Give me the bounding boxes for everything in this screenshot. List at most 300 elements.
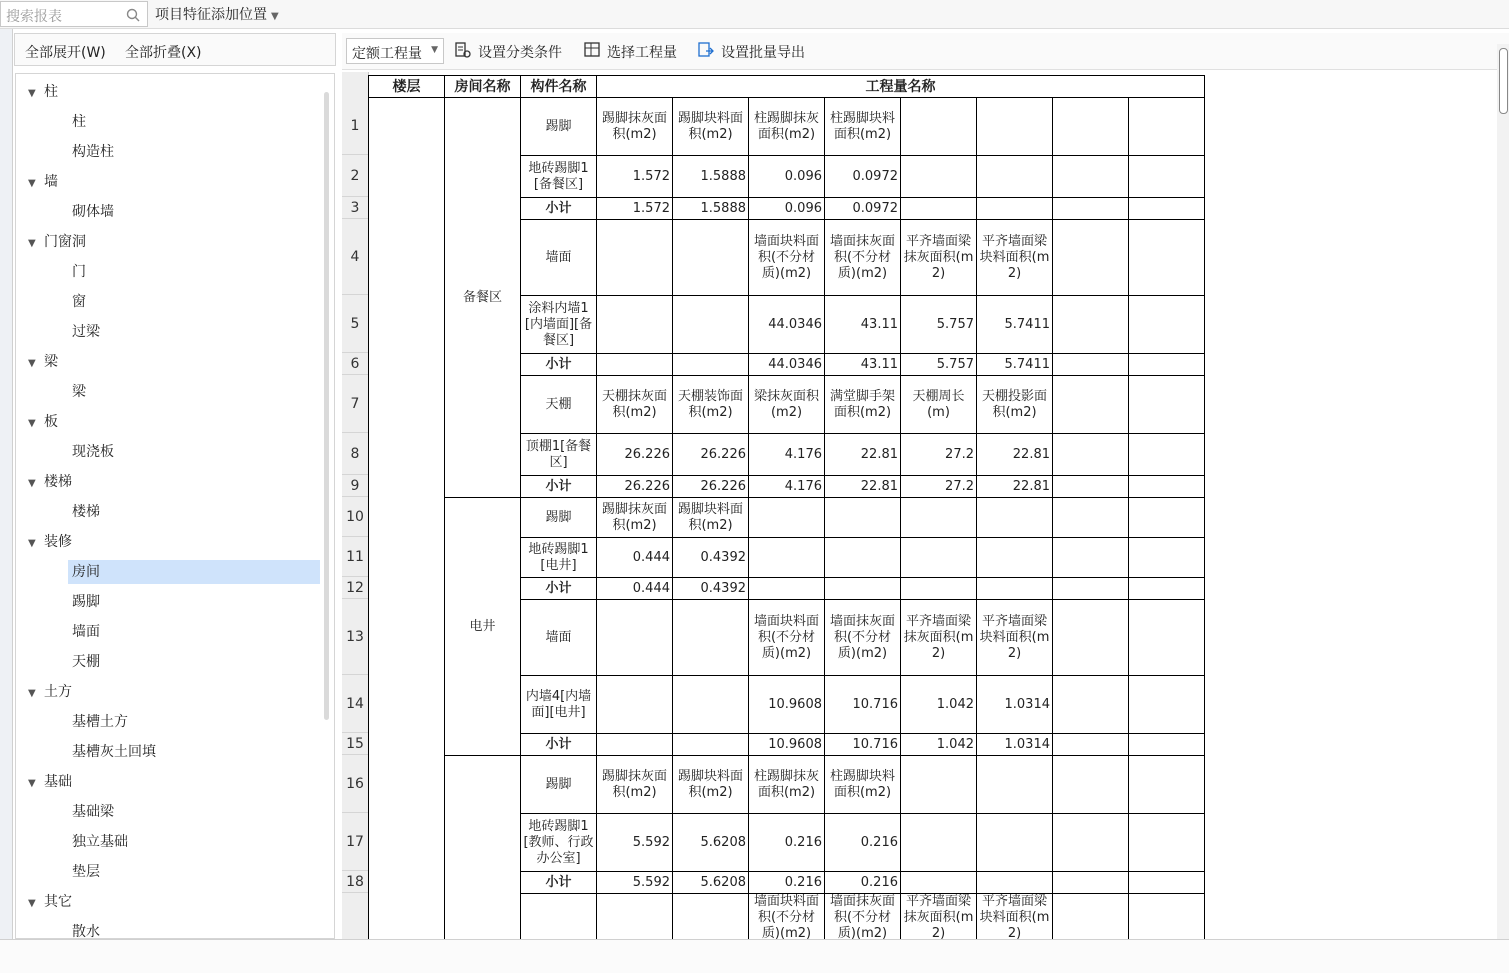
quantity-cell: 平齐墙面梁抹灰面积(m2) bbox=[901, 220, 977, 296]
quantity-cell: 0.4392 bbox=[673, 578, 749, 600]
tree-label: 柱 bbox=[72, 114, 86, 130]
quantity-cell: 墙面抹灰面积(不分材质)(m2) bbox=[825, 220, 901, 296]
quantity-cell: 5.757 bbox=[901, 354, 977, 376]
quantity-cell: 墙面块料面积(不分材质)(m2) bbox=[749, 894, 825, 940]
quantity-cell: 0.4392 bbox=[673, 538, 749, 578]
quantity-cell: 天棚投影面积(m2) bbox=[977, 376, 1053, 434]
row-number[interactable]: 17 bbox=[342, 813, 368, 871]
category-panel bbox=[14, 33, 336, 939]
tree-item[interactable] bbox=[68, 650, 308, 674]
category-tree bbox=[15, 73, 335, 939]
quantity-cell bbox=[1053, 220, 1129, 296]
tree-category[interactable] bbox=[28, 530, 308, 554]
set-classify-button[interactable] bbox=[454, 42, 562, 62]
tree-label: 门窗洞 bbox=[44, 234, 86, 250]
quantity-cell bbox=[977, 756, 1053, 814]
component-cell: 涂料内墙1[内墙面][备餐区] bbox=[521, 296, 597, 354]
quantity-cell bbox=[1053, 734, 1129, 756]
tree-label: 门 bbox=[72, 264, 86, 280]
quantity-cell bbox=[901, 198, 977, 220]
tree-item[interactable] bbox=[68, 500, 308, 524]
quantity-cell: 踢脚抹灰面积(m2) bbox=[597, 756, 673, 814]
tree-label: 其它 bbox=[44, 894, 72, 910]
tree-category[interactable] bbox=[28, 80, 308, 104]
quantity-cell bbox=[1129, 354, 1205, 376]
quantity-cell: 10.716 bbox=[825, 676, 901, 734]
quantity-cell bbox=[673, 894, 749, 940]
tree-label: 基础梁 bbox=[72, 804, 114, 820]
tree-label: 柱 bbox=[44, 84, 58, 100]
quantity-cell: 0.216 bbox=[825, 814, 901, 872]
quantity-cell: 27.2 bbox=[901, 434, 977, 476]
quantity-cell: 1.572 bbox=[597, 156, 673, 198]
quantity-cell bbox=[901, 872, 977, 894]
expand-arrow-icon[interactable]: ▼ bbox=[28, 538, 36, 549]
tree-category[interactable] bbox=[28, 680, 308, 704]
quantity-cell bbox=[1129, 198, 1205, 220]
quantity-cell: 柱踢脚抹灰面积(m2) bbox=[749, 756, 825, 814]
quantity-cell bbox=[977, 498, 1053, 538]
quantity-cell bbox=[1053, 434, 1129, 476]
quantity-cell bbox=[1129, 756, 1205, 814]
quantity-cell bbox=[1053, 894, 1129, 940]
chevron-down-icon: ▼ bbox=[431, 45, 438, 55]
quantity-cell: 43.11 bbox=[825, 354, 901, 376]
expand-all-button[interactable]: 全部展开(W) bbox=[25, 45, 106, 61]
quantity-cell bbox=[977, 198, 1053, 220]
quantity-cell bbox=[1129, 434, 1205, 476]
component-cell: 小计 bbox=[521, 354, 597, 376]
tree-item[interactable] bbox=[68, 110, 308, 134]
quantity-cell bbox=[1053, 676, 1129, 734]
quantity-cell bbox=[1129, 476, 1205, 498]
row-number[interactable]: 6 bbox=[342, 353, 368, 375]
table-row[interactable] bbox=[369, 498, 1205, 538]
quantity-cell: 天棚抹灰面积(m2) bbox=[597, 376, 673, 434]
quantity-cell bbox=[749, 578, 825, 600]
component-cell: 墙面 bbox=[521, 220, 597, 296]
expand-arrow-icon[interactable]: ▼ bbox=[28, 358, 36, 369]
col-header-room: 房间名称 bbox=[445, 76, 521, 98]
tree-item[interactable] bbox=[68, 200, 308, 224]
row-number[interactable]: 2 bbox=[342, 155, 368, 197]
quantity-cell bbox=[597, 894, 673, 940]
row-number[interactable]: 15 bbox=[342, 733, 368, 755]
quantity-cell bbox=[1129, 376, 1205, 434]
tree-label: 踢脚 bbox=[72, 594, 100, 610]
quantity-cell: 26.226 bbox=[673, 434, 749, 476]
tree-item[interactable] bbox=[68, 320, 308, 344]
component-cell: 小计 bbox=[521, 734, 597, 756]
component-cell: 小计 bbox=[521, 578, 597, 600]
feature-position-label: 项目特征添加位置 bbox=[155, 7, 267, 23]
quantity-cell bbox=[1053, 376, 1129, 434]
quantity-cell bbox=[1053, 872, 1129, 894]
table-row[interactable] bbox=[369, 756, 1205, 814]
set-classify-label: 设置分类条件 bbox=[478, 45, 562, 61]
col-header-floor: 楼层 bbox=[369, 76, 445, 98]
batch-export-label: 设置批量导出 bbox=[721, 45, 805, 61]
row-number[interactable]: 14 bbox=[342, 675, 368, 733]
quantity-cell bbox=[1129, 296, 1205, 354]
component-cell: 小计 bbox=[521, 872, 597, 894]
quantity-cell: 踢脚块料面积(m2) bbox=[673, 498, 749, 538]
quantity-cell: 满堂脚手架面积(m2) bbox=[825, 376, 901, 434]
tree-item[interactable] bbox=[68, 560, 320, 584]
quantity-cell bbox=[673, 220, 749, 296]
tree-label: 墙面 bbox=[72, 624, 100, 640]
col-header-component: 构件名称 bbox=[521, 76, 597, 98]
tree-label: 构造柱 bbox=[72, 144, 114, 160]
quantity-cell: 4.176 bbox=[749, 476, 825, 498]
quantity-cell: 27.2 bbox=[901, 476, 977, 498]
quantity-cell bbox=[1129, 98, 1205, 156]
quantity-cell bbox=[597, 676, 673, 734]
quantity-cell: 平齐墙面梁块料面积(m2) bbox=[977, 600, 1053, 676]
row-number[interactable]: 4 bbox=[342, 219, 368, 295]
table-row[interactable] bbox=[369, 98, 1205, 156]
quantity-cell bbox=[901, 498, 977, 538]
tree-label: 梁 bbox=[72, 384, 86, 400]
quantity-cell bbox=[673, 676, 749, 734]
quantity-cell: 天棚周长(m) bbox=[901, 376, 977, 434]
quantity-cell: 1.5888 bbox=[673, 198, 749, 220]
component-cell: 地砖踢脚1[教师、行政办公室] bbox=[521, 814, 597, 872]
quantity-cell: 5.6208 bbox=[673, 814, 749, 872]
tree-label: 基槽土方 bbox=[72, 714, 128, 730]
quantity-cell: 踢脚抹灰面积(m2) bbox=[597, 498, 673, 538]
quantity-cell: 梁抹灰面积(m2) bbox=[749, 376, 825, 434]
expand-bar bbox=[14, 33, 336, 66]
quantity-cell: 1.0314 bbox=[977, 676, 1053, 734]
quantity-cell: 5.757 bbox=[901, 296, 977, 354]
select-quantity-button[interactable] bbox=[583, 42, 677, 62]
tree-label: 楼梯 bbox=[72, 504, 100, 520]
quantity-cell: 0.444 bbox=[597, 578, 673, 600]
component-cell: 内墙4[内墙面][电井] bbox=[521, 676, 597, 734]
tree-label: 基槽灰土回填 bbox=[72, 744, 156, 760]
row-number[interactable]: 18 bbox=[342, 871, 368, 893]
quantity-cell: 26.226 bbox=[597, 434, 673, 476]
quantity-cell: 平齐墙面梁块料面积(m2) bbox=[977, 220, 1053, 296]
tree-category[interactable] bbox=[28, 350, 308, 374]
tree-category[interactable] bbox=[28, 170, 308, 194]
row-number[interactable]: 3 bbox=[342, 197, 368, 219]
quantity-cell bbox=[825, 498, 901, 538]
quantity-cell: 0.216 bbox=[825, 872, 901, 894]
tree-item[interactable] bbox=[68, 590, 308, 614]
row-number[interactable]: 11 bbox=[342, 537, 368, 577]
quantity-cell: 0.096 bbox=[749, 198, 825, 220]
quantity-cell bbox=[597, 296, 673, 354]
expand-arrow-icon[interactable]: ▼ bbox=[28, 418, 36, 429]
quantity-cell: 5.7411 bbox=[977, 354, 1053, 376]
table-header-row bbox=[369, 76, 1205, 98]
quantity-cell: 墙面抹灰面积(不分材质)(m2) bbox=[825, 894, 901, 940]
expand-arrow-icon[interactable]: ▼ bbox=[28, 778, 36, 789]
tree-item[interactable] bbox=[68, 860, 308, 884]
room-name-cell: 电井 bbox=[445, 498, 521, 756]
row-header-column bbox=[342, 72, 369, 939]
tree-item[interactable] bbox=[68, 800, 308, 824]
tree-category[interactable] bbox=[28, 770, 308, 794]
feature-position-dropdown[interactable] bbox=[155, 4, 279, 24]
tree-label: 独立基础 bbox=[72, 834, 128, 850]
quantity-cell bbox=[977, 578, 1053, 600]
tree-label: 天棚 bbox=[72, 654, 100, 670]
quantity-cell bbox=[1053, 814, 1129, 872]
quantity-type-select[interactable] bbox=[346, 38, 444, 64]
quantity-cell: 0.444 bbox=[597, 538, 673, 578]
quantity-cell: 踢脚块料面积(m2) bbox=[673, 756, 749, 814]
component-cell: 踢脚 bbox=[521, 98, 597, 156]
quantity-cell bbox=[825, 538, 901, 578]
export-icon bbox=[697, 41, 715, 59]
quantity-cell: 1.0314 bbox=[977, 734, 1053, 756]
table-grid-icon bbox=[583, 41, 601, 59]
tree-item[interactable] bbox=[68, 140, 308, 164]
tree-item[interactable] bbox=[68, 920, 308, 939]
tree-category[interactable] bbox=[28, 890, 308, 914]
floor-cell bbox=[369, 98, 445, 940]
collapse-all-button[interactable]: 全部折叠(X) bbox=[125, 45, 202, 61]
scrollbar-thumb[interactable] bbox=[1499, 48, 1508, 114]
quantity-cell bbox=[901, 578, 977, 600]
quantity-cell bbox=[977, 98, 1053, 156]
quantity-cell: 踢脚块料面积(m2) bbox=[673, 98, 749, 156]
row-number[interactable]: 5 bbox=[342, 295, 368, 353]
quantity-cell bbox=[1053, 156, 1129, 198]
quantity-cell: 10.9608 bbox=[749, 734, 825, 756]
chevron-down-icon: ▼ bbox=[271, 11, 279, 22]
quantity-cell: 26.226 bbox=[597, 476, 673, 498]
quantity-cell bbox=[749, 498, 825, 538]
quantity-cell: 墙面块料面积(不分材质)(m2) bbox=[749, 220, 825, 296]
tree-label: 过梁 bbox=[72, 324, 100, 340]
room-name-cell bbox=[445, 756, 521, 940]
quantity-cell: 柱踢脚块料面积(m2) bbox=[825, 98, 901, 156]
quantity-cell: 天棚装饰面积(m2) bbox=[673, 376, 749, 434]
report-table bbox=[368, 75, 1205, 939]
quantity-cell bbox=[901, 814, 977, 872]
quantity-cell: 0.0972 bbox=[825, 198, 901, 220]
col-header-quantity: 工程量名称 bbox=[597, 76, 1205, 98]
quantity-cell: 1.5888 bbox=[673, 156, 749, 198]
quantity-cell bbox=[1129, 894, 1205, 940]
room-name-cell: 备餐区 bbox=[445, 98, 521, 498]
component-cell: 踢脚 bbox=[521, 498, 597, 538]
expand-arrow-icon[interactable]: ▼ bbox=[28, 898, 36, 909]
component-cell: 地砖踢脚1[备餐区] bbox=[521, 156, 597, 198]
quantity-cell: 22.81 bbox=[977, 476, 1053, 498]
quantity-cell: 44.0346 bbox=[749, 296, 825, 354]
search-icon[interactable] bbox=[125, 7, 141, 23]
component-cell: 顶棚1[备餐区] bbox=[521, 434, 597, 476]
quantity-cell bbox=[1129, 676, 1205, 734]
report-search-input[interactable] bbox=[0, 1, 148, 27]
tree-item[interactable] bbox=[68, 380, 308, 404]
quantity-cell bbox=[1129, 814, 1205, 872]
quantity-cell bbox=[901, 98, 977, 156]
expand-arrow-icon[interactable]: ▼ bbox=[28, 478, 36, 489]
tree-item[interactable] bbox=[68, 290, 308, 314]
tree-category[interactable] bbox=[28, 230, 308, 254]
quantity-cell: 踢脚抹灰面积(m2) bbox=[597, 98, 673, 156]
quantity-cell: 5.592 bbox=[597, 814, 673, 872]
row-number[interactable]: 16 bbox=[342, 755, 368, 813]
quantity-cell bbox=[1129, 872, 1205, 894]
tree-label: 垫层 bbox=[72, 864, 100, 880]
row-number[interactable]: 13 bbox=[342, 599, 368, 675]
grid-vertical-scrollbar[interactable] bbox=[1497, 44, 1509, 939]
tree-label: 土方 bbox=[44, 684, 72, 700]
quantity-cell: 5.592 bbox=[597, 872, 673, 894]
batch-export-button[interactable] bbox=[697, 42, 805, 62]
quantity-cell: 43.11 bbox=[825, 296, 901, 354]
quantity-cell bbox=[977, 538, 1053, 578]
left-edge-strip bbox=[0, 29, 13, 939]
tree-label: 散水 bbox=[72, 924, 100, 939]
row-number[interactable]: 10 bbox=[342, 497, 368, 537]
row-number[interactable]: 7 bbox=[342, 375, 368, 433]
quantity-cell bbox=[1053, 296, 1129, 354]
quantity-cell bbox=[597, 220, 673, 296]
tree-item[interactable] bbox=[68, 740, 308, 764]
quantity-cell bbox=[673, 354, 749, 376]
quantity-cell: 柱踢脚块料面积(m2) bbox=[825, 756, 901, 814]
quantity-cell: 4.176 bbox=[749, 434, 825, 476]
quantity-cell bbox=[977, 156, 1053, 198]
quantity-cell: 5.6208 bbox=[673, 872, 749, 894]
quantity-cell bbox=[1053, 198, 1129, 220]
quantity-cell: 10.716 bbox=[825, 734, 901, 756]
quantity-cell: 0.216 bbox=[749, 814, 825, 872]
quantity-cell bbox=[825, 578, 901, 600]
quantity-cell: 22.81 bbox=[825, 476, 901, 498]
quantity-cell bbox=[1053, 98, 1129, 156]
tree-label: 墙 bbox=[44, 174, 58, 190]
quantity-cell bbox=[901, 756, 977, 814]
quantity-cell bbox=[1129, 498, 1205, 538]
tree-item[interactable] bbox=[68, 260, 308, 284]
tree-label: 基础 bbox=[44, 774, 72, 790]
row-number[interactable]: 9 bbox=[342, 475, 368, 497]
quantity-cell: 墙面块料面积(不分材质)(m2) bbox=[749, 600, 825, 676]
quantity-cell bbox=[977, 814, 1053, 872]
component-cell: 天棚 bbox=[521, 376, 597, 434]
row-number[interactable]: 8 bbox=[342, 433, 368, 475]
quantity-cell bbox=[1053, 476, 1129, 498]
expand-arrow-icon[interactable]: ▼ bbox=[28, 178, 36, 189]
quantity-cell bbox=[901, 156, 977, 198]
quantity-cell bbox=[673, 734, 749, 756]
quantity-cell bbox=[1053, 578, 1129, 600]
quantity-cell bbox=[673, 600, 749, 676]
component-cell: 墙面 bbox=[521, 600, 597, 676]
quantity-cell bbox=[1129, 578, 1205, 600]
top-bar bbox=[0, 0, 1509, 29]
expand-arrow-icon[interactable]: ▼ bbox=[28, 688, 36, 699]
component-cell bbox=[521, 894, 597, 940]
quantity-cell bbox=[1129, 538, 1205, 578]
tree-category[interactable] bbox=[28, 470, 308, 494]
classify-icon bbox=[454, 41, 472, 59]
quantity-cell: 0.216 bbox=[749, 872, 825, 894]
report-grid bbox=[342, 72, 1497, 939]
expand-arrow-icon[interactable]: ▼ bbox=[28, 88, 36, 99]
tree-label: 窗 bbox=[72, 294, 86, 310]
quantity-cell bbox=[901, 538, 977, 578]
search-placeholder: 搜索报表 bbox=[6, 9, 62, 25]
tree-item[interactable] bbox=[68, 440, 308, 464]
quantity-cell bbox=[1053, 538, 1129, 578]
component-cell: 小计 bbox=[521, 198, 597, 220]
quantity-cell: 平齐墙面梁块料面积(m2) bbox=[977, 894, 1053, 940]
tree-label: 砌体墙 bbox=[72, 204, 114, 220]
tree-item[interactable] bbox=[68, 710, 308, 734]
tree-category[interactable] bbox=[28, 410, 308, 434]
quantity-cell bbox=[1053, 600, 1129, 676]
quantity-cell: 墙面抹灰面积(不分材质)(m2) bbox=[825, 600, 901, 676]
expand-arrow-icon[interactable]: ▼ bbox=[28, 238, 36, 249]
quantity-cell bbox=[597, 354, 673, 376]
component-cell: 地砖踢脚1[电井] bbox=[521, 538, 597, 578]
quantity-cell bbox=[1129, 600, 1205, 676]
tree-scrollbar[interactable] bbox=[324, 92, 329, 720]
quantity-cell bbox=[597, 600, 673, 676]
quantity-cell: 26.226 bbox=[673, 476, 749, 498]
quantity-cell: 平齐墙面梁抹灰面积(m2) bbox=[901, 894, 977, 940]
quantity-cell bbox=[1129, 734, 1205, 756]
quantity-cell: 柱踢脚抹灰面积(m2) bbox=[749, 98, 825, 156]
quantity-cell: 5.7411 bbox=[977, 296, 1053, 354]
quantity-cell: 1.042 bbox=[901, 676, 977, 734]
select-quantity-label: 选择工程量 bbox=[607, 45, 677, 61]
tree-label: 梁 bbox=[44, 354, 58, 370]
tree-item[interactable] bbox=[68, 620, 308, 644]
tree-label: 装修 bbox=[44, 534, 72, 550]
quantity-cell bbox=[1053, 498, 1129, 538]
tree-label: 房间 bbox=[72, 564, 100, 580]
quantity-cell bbox=[977, 872, 1053, 894]
row-number[interactable]: 12 bbox=[342, 577, 368, 599]
quantity-type-value: 定额工程量 bbox=[352, 46, 422, 62]
quantity-cell: 22.81 bbox=[825, 434, 901, 476]
quantity-cell: 平齐墙面梁抹灰面积(m2) bbox=[901, 600, 977, 676]
quantity-cell: 0.096 bbox=[749, 156, 825, 198]
component-cell: 小计 bbox=[521, 476, 597, 498]
row-number[interactable]: 1 bbox=[342, 97, 368, 155]
quantity-cell: 0.0972 bbox=[825, 156, 901, 198]
tree-label: 板 bbox=[44, 414, 58, 430]
tree-label: 楼梯 bbox=[44, 474, 72, 490]
tree-item[interactable] bbox=[68, 830, 308, 854]
quantity-cell: 44.0346 bbox=[749, 354, 825, 376]
tree-label: 现浇板 bbox=[72, 444, 114, 460]
quantity-cell bbox=[673, 296, 749, 354]
quantity-cell bbox=[1053, 354, 1129, 376]
quantity-cell: 10.9608 bbox=[749, 676, 825, 734]
quantity-cell: 1.042 bbox=[901, 734, 977, 756]
quantity-cell bbox=[1129, 220, 1205, 296]
quantity-cell bbox=[1053, 756, 1129, 814]
quantity-cell bbox=[597, 734, 673, 756]
quantity-cell: 1.572 bbox=[597, 198, 673, 220]
quantity-cell bbox=[749, 538, 825, 578]
component-cell: 踢脚 bbox=[521, 756, 597, 814]
report-toolbar bbox=[342, 33, 1509, 70]
quantity-cell bbox=[1129, 156, 1205, 198]
